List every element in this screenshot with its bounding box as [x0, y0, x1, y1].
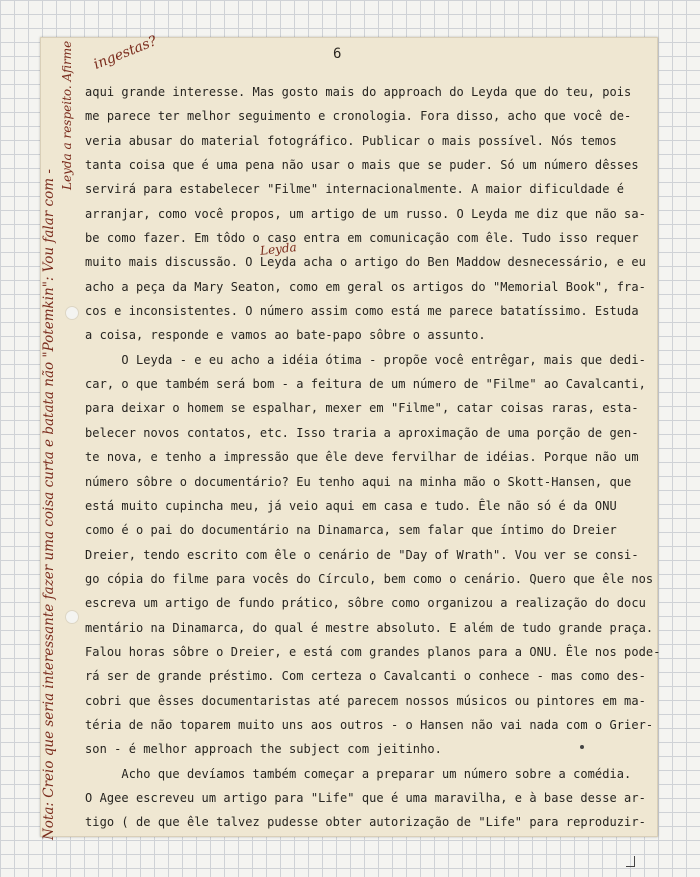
- text-line: rá ser de grande préstimo. Com certeza o Cavalcanti o conhece - mas como des-: [85, 669, 646, 684]
- text-line: veria abusar do material fotográfico. Publicar o mais possível. Nós temos: [85, 133, 617, 148]
- text-line: para deixar o homem se espalhar, mexer em "Filme", catar coisas raras, esta-: [85, 401, 639, 416]
- letter-body: [85, 80, 661, 835]
- text-line: cobri que êsses documentaristas até parecem nossos músicos ou pintores em ma-: [85, 693, 646, 708]
- text-line: servirá para estabelecer "Filme" internacionalmente. A maior dificuldade é: [85, 182, 625, 197]
- page-number: 6: [333, 46, 342, 62]
- text-line: te nova, e tenho a impressão que êle deve fervilhar de idéias. Porque não um: [85, 450, 639, 465]
- text-line: como é o pai do documentário na Dinamarca, sem falar que íntimo do Dreier: [85, 523, 617, 538]
- text-line: be como fazer. Em tôdo o caso entra em comunicação com êle. Tudo isso requer: [85, 231, 639, 246]
- text-line: cos e inconsistentes. O número assim como está me parece batatíssimo. Estuda: [85, 304, 639, 319]
- text-line: son - é melhor approach the subject com jeitinho.: [85, 742, 442, 757]
- text-line: tanta coisa que é uma pena não usar o mais que se puder. Só um número dêsses: [85, 158, 639, 173]
- handwritten-note-top: ingestas?: [91, 33, 160, 73]
- document-page: [40, 37, 661, 837]
- text-line: tigo ( de que êle talvez pudesse obter autorização de "Life" para reproduzir-: [85, 815, 646, 830]
- handwritten-insertion-leyda: Leyda: [259, 240, 298, 258]
- text-line: me parece ter melhor seguimento e cronologia. Fora disso, acho que você de-: [85, 109, 632, 124]
- text-line: está muito cupincha meu, já veio aqui em casa e tudo. Êle não só é da ONU: [85, 498, 617, 513]
- text-line: Acho que devíamos também começar a preparar um número sobre a comédia.: [85, 766, 632, 781]
- margin-note-line: Leyda a respeito. Afirme: [60, 40, 74, 190]
- text-line: Falou horas sôbre o Dreier, e está com grandes planos para a ONU. Êle nos pode-: [85, 644, 661, 659]
- text-line: car, o que também será bom - a feitura de um número de "Filme" ao Cavalcanti,: [85, 377, 646, 392]
- text-line: número sôbre o documentário? Eu tenho aqui na minha mão o Skott-Hansen, que: [85, 474, 632, 489]
- text-line: arranjar, como você propos, um artigo de um russo. O Leyda me diz que não sa-: [85, 206, 646, 221]
- text-line: acho a peça da Mary Seaton, como em geral os artigos do "Memorial Book", fra-: [85, 279, 646, 294]
- text-line: Dreier, tendo escrito com êle o cenário de "Day of Wrath". Vou ver se consi-: [85, 547, 639, 562]
- handwritten-margin-note: [40, 40, 76, 840]
- ink-dot: [580, 745, 584, 749]
- text-line: escreva um artigo de fundo prático, sôbre como organizou a realização do docu: [85, 596, 646, 611]
- text-line: O Leyda - e eu acho a idéia ótima - propõe você entrêgar, mais que dedi-: [85, 352, 646, 367]
- text-line: mentário na Dinamarca, do qual é mestre absoluto. E além de tudo grande praça.: [85, 620, 654, 635]
- text-line: téria de não toparem muito uns aos outros - o Hansen não vai nada com o Grier-: [85, 717, 654, 732]
- text-line: a coisa, responde e vamos ao bate-papo sôbre o assunto.: [85, 328, 486, 343]
- text-line: muito mais discussão. O Leyda acha o artigo do Ben Maddow desnecessário, e eu: [85, 255, 646, 270]
- text-line: go cópia do filme para vocês do Círculo, bem como o cenário. Quero que êle nos: [85, 571, 654, 586]
- text-line: aqui grande interesse. Mas gosto mais do approach do Leyda que do teu, pois: [85, 85, 632, 99]
- corner-crop-mark: [626, 856, 635, 867]
- text-line: belecer novos contatos, etc. Isso traria a aproximação de uma porção de gen-: [85, 425, 639, 440]
- margin-note-line: Nota: Creio que seria interessante fazer uma coisa curta e batata não "Potemkin": Vou falar com -: [41, 169, 57, 840]
- text-line: O Agee escreveu um artigo para "Life" que é uma maravilha, e à base desse ar-: [85, 790, 646, 805]
